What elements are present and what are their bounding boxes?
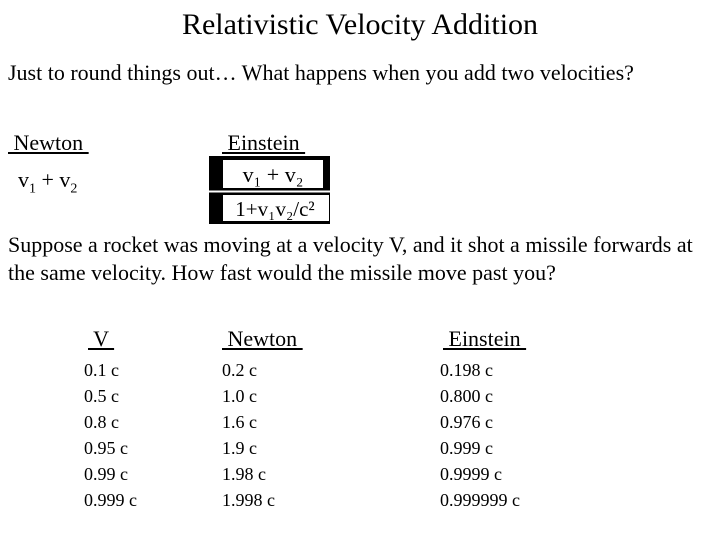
table-cell: 0.198 c <box>440 360 493 380</box>
table-cell: 0.800 c <box>440 386 493 406</box>
einstein-numerator: v₁ + v₂ <box>242 162 304 187</box>
table-cell: 1.9 c <box>222 438 257 458</box>
table-cell: 0.8 c <box>84 412 119 432</box>
table-cell: 0.5 c <box>84 386 119 406</box>
column-header-einstein: Einstein <box>443 326 527 351</box>
newton-heading: Newton <box>8 130 89 155</box>
einstein-denominator: 1+v₁v₂/c² <box>235 197 315 221</box>
table-cell: 0.9999 c <box>440 464 502 484</box>
einstein-formula <box>209 156 330 224</box>
question-paragraph: Suppose a rocket was moving at a velocity V, and it shot a missile forwards at the same velocity. How fast would the missile move past you? <box>8 232 693 285</box>
table-cell: 1.6 c <box>222 412 257 432</box>
newton-sub1: 1 <box>29 181 36 197</box>
column-header-newton: Newton <box>222 326 303 351</box>
table-cell: 0.95 c <box>84 438 128 458</box>
table-cell: 0.999 c <box>84 490 137 510</box>
einstein-heading: Einstein <box>222 130 306 155</box>
newton-formula <box>18 167 77 197</box>
table-cell: 0.99 c <box>84 464 128 484</box>
table-cell: 0.999 c <box>440 438 493 458</box>
table-cell: 0.999999 c <box>440 490 520 510</box>
newton-v1: v <box>18 167 29 192</box>
table-cell: 0.976 c <box>440 412 493 432</box>
newton-plus: + <box>36 167 60 192</box>
table-cell: 1.0 c <box>222 386 257 406</box>
table-cell: 1.98 c <box>222 464 266 484</box>
newton-v2: v <box>59 167 71 192</box>
intro-text: Just to round things out… What happens when you add two velocities? <box>8 60 634 85</box>
einstein-formula-graphic <box>209 156 330 224</box>
newton-sub2: 2 <box>70 181 78 197</box>
table-cell: 1.998 c <box>222 490 275 510</box>
table-cell: 0.2 c <box>222 360 257 380</box>
slide-title: Relativistic Velocity Addition <box>181 8 539 41</box>
table-cell: 0.1 c <box>84 360 119 380</box>
column-header-v: V <box>88 326 115 351</box>
